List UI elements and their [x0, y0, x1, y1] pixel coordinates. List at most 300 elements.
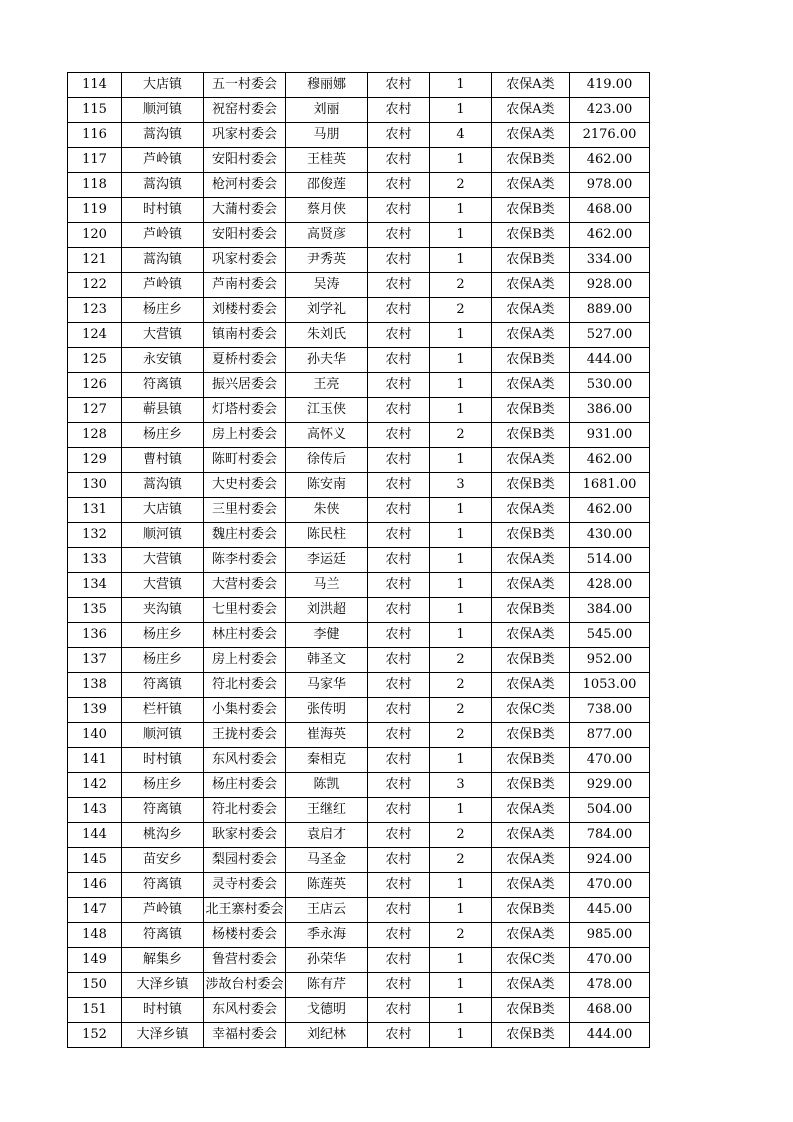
name-cell: 徐传后	[286, 448, 368, 473]
town-cell: 夹沟镇	[122, 598, 204, 623]
town-cell: 符离镇	[122, 673, 204, 698]
table-row	[68, 998, 650, 1023]
table-row	[68, 473, 650, 498]
row-number-cell: 117	[68, 148, 122, 173]
row-number-cell: 119	[68, 198, 122, 223]
town-cell: 时村镇	[122, 748, 204, 773]
name-cell: 陈莲英	[286, 873, 368, 898]
insurance-category-cell: 农保A类	[492, 448, 570, 473]
household-count-cell: 1	[430, 248, 492, 273]
name-cell: 季永海	[286, 923, 368, 948]
town-cell: 芦岭镇	[122, 148, 204, 173]
household-count-cell: 1	[430, 73, 492, 98]
table-row	[68, 98, 650, 123]
row-number-cell: 116	[68, 123, 122, 148]
household-count-cell: 4	[430, 123, 492, 148]
table-row	[68, 1023, 650, 1048]
village-committee-cell: 东风村委会	[204, 998, 286, 1023]
amount-cell: 504.00	[570, 798, 650, 823]
insurance-category-cell: 农保A类	[492, 673, 570, 698]
town-cell: 大营镇	[122, 323, 204, 348]
area-type-cell: 农村	[368, 623, 430, 648]
insurance-category-cell: 农保B类	[492, 898, 570, 923]
amount-cell: 985.00	[570, 923, 650, 948]
amount-cell: 470.00	[570, 948, 650, 973]
insurance-category-cell: 农保B类	[492, 773, 570, 798]
town-cell: 桃沟乡	[122, 823, 204, 848]
row-number-cell: 130	[68, 473, 122, 498]
name-cell: 王桂英	[286, 148, 368, 173]
household-count-cell: 1	[430, 998, 492, 1023]
table-row	[68, 73, 650, 98]
name-cell: 江玉侠	[286, 398, 368, 423]
name-cell: 李健	[286, 623, 368, 648]
household-count-cell: 1	[430, 898, 492, 923]
row-number-cell: 152	[68, 1023, 122, 1048]
village-committee-cell: 房上村委会	[204, 423, 286, 448]
household-count-cell: 3	[430, 773, 492, 798]
amount-cell: 462.00	[570, 498, 650, 523]
household-count-cell: 1	[430, 373, 492, 398]
row-number-cell: 118	[68, 173, 122, 198]
name-cell: 崔海英	[286, 723, 368, 748]
name-cell: 刘纪林	[286, 1023, 368, 1048]
table-row	[68, 173, 650, 198]
village-committee-cell: 魏庄村委会	[204, 523, 286, 548]
household-count-cell: 1	[430, 98, 492, 123]
insurance-category-cell: 农保A类	[492, 373, 570, 398]
amount-cell: 334.00	[570, 248, 650, 273]
name-cell: 王继红	[286, 798, 368, 823]
table-row	[68, 448, 650, 473]
table-row	[68, 748, 650, 773]
area-type-cell: 农村	[368, 373, 430, 398]
table-row	[68, 823, 650, 848]
area-type-cell: 农村	[368, 948, 430, 973]
village-committee-cell: 灯塔村委会	[204, 398, 286, 423]
row-number-cell: 125	[68, 348, 122, 373]
row-number-cell: 126	[68, 373, 122, 398]
town-cell: 大泽乡镇	[122, 973, 204, 998]
amount-cell: 423.00	[570, 98, 650, 123]
household-count-cell: 1	[430, 623, 492, 648]
insurance-category-cell: 农保A类	[492, 298, 570, 323]
table-row	[68, 948, 650, 973]
household-count-cell: 3	[430, 473, 492, 498]
roster-table	[67, 72, 650, 1048]
town-cell: 蒿沟镇	[122, 248, 204, 273]
village-committee-cell: 振兴居委会	[204, 373, 286, 398]
row-number-cell: 120	[68, 223, 122, 248]
insurance-category-cell: 农保A类	[492, 798, 570, 823]
table-row	[68, 898, 650, 923]
area-type-cell: 农村	[368, 173, 430, 198]
household-count-cell: 1	[430, 1023, 492, 1048]
amount-cell: 514.00	[570, 548, 650, 573]
household-count-cell: 2	[430, 273, 492, 298]
village-committee-cell: 大营村委会	[204, 573, 286, 598]
insurance-category-cell: 农保A类	[492, 873, 570, 898]
village-committee-cell: 符北村委会	[204, 798, 286, 823]
area-type-cell: 农村	[368, 298, 430, 323]
household-count-cell: 1	[430, 573, 492, 598]
village-committee-cell: 枪河村委会	[204, 173, 286, 198]
name-cell: 马朋	[286, 123, 368, 148]
name-cell: 马家华	[286, 673, 368, 698]
name-cell: 陈安南	[286, 473, 368, 498]
insurance-category-cell: 农保B类	[492, 648, 570, 673]
area-type-cell: 农村	[368, 698, 430, 723]
table-row	[68, 698, 650, 723]
amount-cell: 738.00	[570, 698, 650, 723]
town-cell: 苗安乡	[122, 848, 204, 873]
area-type-cell: 农村	[368, 398, 430, 423]
table-row	[68, 498, 650, 523]
amount-cell: 462.00	[570, 148, 650, 173]
insurance-category-cell: 农保C类	[492, 948, 570, 973]
row-number-cell: 141	[68, 748, 122, 773]
village-committee-cell: 刘楼村委会	[204, 298, 286, 323]
row-number-cell: 139	[68, 698, 122, 723]
town-cell: 蒿沟镇	[122, 173, 204, 198]
table-row	[68, 623, 650, 648]
amount-cell: 444.00	[570, 348, 650, 373]
row-number-cell: 143	[68, 798, 122, 823]
town-cell: 顺河镇	[122, 523, 204, 548]
table-row	[68, 273, 650, 298]
village-committee-cell: 杨庄村委会	[204, 773, 286, 798]
area-type-cell: 农村	[368, 923, 430, 948]
row-number-cell: 121	[68, 248, 122, 273]
village-committee-cell: 巩家村委会	[204, 248, 286, 273]
table-row	[68, 923, 650, 948]
household-count-cell: 1	[430, 798, 492, 823]
table-row	[68, 323, 650, 348]
household-count-cell: 2	[430, 173, 492, 198]
table-row	[68, 423, 650, 448]
household-count-cell: 2	[430, 698, 492, 723]
row-number-cell: 114	[68, 73, 122, 98]
area-type-cell: 农村	[368, 323, 430, 348]
insurance-category-cell: 农保B类	[492, 248, 570, 273]
amount-cell: 428.00	[570, 573, 650, 598]
amount-cell: 445.00	[570, 898, 650, 923]
insurance-category-cell: 农保B类	[492, 523, 570, 548]
village-committee-cell: 杨楼村委会	[204, 923, 286, 948]
amount-cell: 430.00	[570, 523, 650, 548]
table-row	[68, 298, 650, 323]
row-number-cell: 129	[68, 448, 122, 473]
insurance-category-cell: 农保B类	[492, 348, 570, 373]
household-count-cell: 1	[430, 148, 492, 173]
area-type-cell: 农村	[368, 998, 430, 1023]
area-type-cell: 农村	[368, 148, 430, 173]
amount-cell: 470.00	[570, 748, 650, 773]
name-cell: 马兰	[286, 573, 368, 598]
area-type-cell: 农村	[368, 73, 430, 98]
name-cell: 尹秀英	[286, 248, 368, 273]
village-committee-cell: 符北村委会	[204, 673, 286, 698]
household-count-cell: 1	[430, 973, 492, 998]
village-committee-cell: 大史村委会	[204, 473, 286, 498]
household-count-cell: 1	[430, 748, 492, 773]
household-count-cell: 1	[430, 323, 492, 348]
household-count-cell: 2	[430, 298, 492, 323]
area-type-cell: 农村	[368, 123, 430, 148]
household-count-cell: 1	[430, 523, 492, 548]
insurance-category-cell: 农保A类	[492, 973, 570, 998]
town-cell: 时村镇	[122, 998, 204, 1023]
table-row	[68, 573, 650, 598]
area-type-cell: 农村	[368, 98, 430, 123]
row-number-cell: 147	[68, 898, 122, 923]
row-number-cell: 124	[68, 323, 122, 348]
town-cell: 杨庄乡	[122, 298, 204, 323]
name-cell: 袁启才	[286, 823, 368, 848]
household-count-cell: 1	[430, 598, 492, 623]
town-cell: 芦岭镇	[122, 898, 204, 923]
area-type-cell: 农村	[368, 498, 430, 523]
insurance-category-cell: 农保A类	[492, 573, 570, 598]
village-committee-cell: 王拢村委会	[204, 723, 286, 748]
table-row	[68, 373, 650, 398]
village-committee-cell: 安阳村委会	[204, 148, 286, 173]
village-committee-cell: 祝窑村委会	[204, 98, 286, 123]
insurance-category-cell: 农保B类	[492, 423, 570, 448]
amount-cell: 478.00	[570, 973, 650, 998]
table-row	[68, 648, 650, 673]
area-type-cell: 农村	[368, 1023, 430, 1048]
amount-cell: 784.00	[570, 823, 650, 848]
row-number-cell: 123	[68, 298, 122, 323]
amount-cell: 444.00	[570, 1023, 650, 1048]
village-committee-cell: 夏桥村委会	[204, 348, 286, 373]
row-number-cell: 136	[68, 623, 122, 648]
table-row	[68, 123, 650, 148]
area-type-cell: 农村	[368, 548, 430, 573]
table-row	[68, 673, 650, 698]
village-committee-cell: 七里村委会	[204, 598, 286, 623]
household-count-cell: 2	[430, 648, 492, 673]
town-cell: 符离镇	[122, 373, 204, 398]
household-count-cell: 1	[430, 448, 492, 473]
insurance-category-cell: 农保A类	[492, 123, 570, 148]
area-type-cell: 农村	[368, 848, 430, 873]
insurance-category-cell: 农保B类	[492, 398, 570, 423]
amount-cell: 384.00	[570, 598, 650, 623]
name-cell: 孙荣华	[286, 948, 368, 973]
amount-cell: 468.00	[570, 198, 650, 223]
row-number-cell: 142	[68, 773, 122, 798]
town-cell: 大营镇	[122, 573, 204, 598]
name-cell: 陈凯	[286, 773, 368, 798]
amount-cell: 462.00	[570, 448, 650, 473]
area-type-cell: 农村	[368, 348, 430, 373]
row-number-cell: 122	[68, 273, 122, 298]
name-cell: 陈民柱	[286, 523, 368, 548]
area-type-cell: 农村	[368, 773, 430, 798]
name-cell: 王店云	[286, 898, 368, 923]
town-cell: 芦岭镇	[122, 273, 204, 298]
village-committee-cell: 陈李村委会	[204, 548, 286, 573]
amount-cell: 468.00	[570, 998, 650, 1023]
name-cell: 穆丽娜	[286, 73, 368, 98]
insurance-category-cell: 农保B类	[492, 1023, 570, 1048]
town-cell: 顺河镇	[122, 98, 204, 123]
amount-cell: 928.00	[570, 273, 650, 298]
area-type-cell: 农村	[368, 473, 430, 498]
town-cell: 符离镇	[122, 798, 204, 823]
insurance-category-cell: 农保B类	[492, 998, 570, 1023]
amount-cell: 924.00	[570, 848, 650, 873]
table-row	[68, 248, 650, 273]
roster-body	[68, 73, 650, 1048]
village-committee-cell: 五一村委会	[204, 73, 286, 98]
amount-cell: 978.00	[570, 173, 650, 198]
amount-cell: 530.00	[570, 373, 650, 398]
town-cell: 符离镇	[122, 873, 204, 898]
area-type-cell: 农村	[368, 673, 430, 698]
row-number-cell: 132	[68, 523, 122, 548]
village-committee-cell: 北王寨村委会	[204, 898, 286, 923]
insurance-category-cell: 农保B类	[492, 598, 570, 623]
table-row	[68, 723, 650, 748]
household-count-cell: 1	[430, 873, 492, 898]
insurance-category-cell: 农保B类	[492, 748, 570, 773]
village-committee-cell: 东风村委会	[204, 748, 286, 773]
table-row	[68, 598, 650, 623]
household-count-cell: 2	[430, 923, 492, 948]
name-cell: 秦相克	[286, 748, 368, 773]
insurance-category-cell: 农保A类	[492, 848, 570, 873]
area-type-cell: 农村	[368, 423, 430, 448]
town-cell: 永安镇	[122, 348, 204, 373]
town-cell: 顺河镇	[122, 723, 204, 748]
household-count-cell: 1	[430, 398, 492, 423]
table-row	[68, 523, 650, 548]
village-committee-cell: 三里村委会	[204, 498, 286, 523]
row-number-cell: 127	[68, 398, 122, 423]
insurance-category-cell: 农保A类	[492, 623, 570, 648]
area-type-cell: 农村	[368, 248, 430, 273]
household-count-cell: 2	[430, 423, 492, 448]
village-committee-cell: 梨园村委会	[204, 848, 286, 873]
household-count-cell: 2	[430, 723, 492, 748]
town-cell: 杨庄乡	[122, 648, 204, 673]
table-row	[68, 973, 650, 998]
village-committee-cell: 芦南村委会	[204, 273, 286, 298]
area-type-cell: 农村	[368, 223, 430, 248]
insurance-category-cell: 农保C类	[492, 698, 570, 723]
row-number-cell: 115	[68, 98, 122, 123]
insurance-category-cell: 农保B类	[492, 723, 570, 748]
village-committee-cell: 林庄村委会	[204, 623, 286, 648]
insurance-category-cell: 农保B类	[492, 148, 570, 173]
area-type-cell: 农村	[368, 823, 430, 848]
household-count-cell: 1	[430, 198, 492, 223]
row-number-cell: 151	[68, 998, 122, 1023]
town-cell: 大泽乡镇	[122, 1023, 204, 1048]
row-number-cell: 145	[68, 848, 122, 873]
area-type-cell: 农村	[368, 798, 430, 823]
row-number-cell: 131	[68, 498, 122, 523]
amount-cell: 2176.00	[570, 123, 650, 148]
name-cell: 邵俊莲	[286, 173, 368, 198]
area-type-cell: 农村	[368, 523, 430, 548]
town-cell: 大营镇	[122, 548, 204, 573]
insurance-category-cell: 农保A类	[492, 923, 570, 948]
name-cell: 刘丽	[286, 98, 368, 123]
name-cell: 朱侠	[286, 498, 368, 523]
amount-cell: 1681.00	[570, 473, 650, 498]
name-cell: 刘洪超	[286, 598, 368, 623]
area-type-cell: 农村	[368, 973, 430, 998]
household-count-cell: 1	[430, 548, 492, 573]
name-cell: 高怀义	[286, 423, 368, 448]
household-count-cell: 1	[430, 498, 492, 523]
town-cell: 大店镇	[122, 73, 204, 98]
town-cell: 曹村镇	[122, 448, 204, 473]
row-number-cell: 133	[68, 548, 122, 573]
village-committee-cell: 灵寺村委会	[204, 873, 286, 898]
table-row	[68, 548, 650, 573]
amount-cell: 929.00	[570, 773, 650, 798]
name-cell: 蔡月侠	[286, 198, 368, 223]
area-type-cell: 农村	[368, 723, 430, 748]
insurance-category-cell: 农保A类	[492, 73, 570, 98]
row-number-cell: 150	[68, 973, 122, 998]
name-cell: 马圣金	[286, 848, 368, 873]
amount-cell: 545.00	[570, 623, 650, 648]
name-cell: 陈有芹	[286, 973, 368, 998]
row-number-cell: 140	[68, 723, 122, 748]
amount-cell: 462.00	[570, 223, 650, 248]
name-cell: 朱刘氏	[286, 323, 368, 348]
row-number-cell: 146	[68, 873, 122, 898]
area-type-cell: 农村	[368, 448, 430, 473]
town-cell: 蕲县镇	[122, 398, 204, 423]
insurance-category-cell: 农保A类	[492, 823, 570, 848]
town-cell: 杨庄乡	[122, 773, 204, 798]
table-row	[68, 148, 650, 173]
table-row	[68, 798, 650, 823]
table-row	[68, 773, 650, 798]
village-committee-cell: 巩家村委会	[204, 123, 286, 148]
insurance-category-cell: 农保B类	[492, 223, 570, 248]
amount-cell: 952.00	[570, 648, 650, 673]
town-cell: 栏杆镇	[122, 698, 204, 723]
table-row	[68, 348, 650, 373]
table-row	[68, 223, 650, 248]
insurance-category-cell: 农保B类	[492, 473, 570, 498]
village-committee-cell: 鲁营村委会	[204, 948, 286, 973]
name-cell: 刘学礼	[286, 298, 368, 323]
village-committee-cell: 幸福村委会	[204, 1023, 286, 1048]
amount-cell: 1053.00	[570, 673, 650, 698]
insurance-category-cell: 农保A类	[492, 323, 570, 348]
name-cell: 吴涛	[286, 273, 368, 298]
table-row	[68, 198, 650, 223]
area-type-cell: 农村	[368, 598, 430, 623]
name-cell: 李运廷	[286, 548, 368, 573]
row-number-cell: 128	[68, 423, 122, 448]
household-count-cell: 1	[430, 348, 492, 373]
area-type-cell: 农村	[368, 648, 430, 673]
village-committee-cell: 涉故台村委会	[204, 973, 286, 998]
area-type-cell: 农村	[368, 873, 430, 898]
name-cell: 韩圣文	[286, 648, 368, 673]
row-number-cell: 138	[68, 673, 122, 698]
